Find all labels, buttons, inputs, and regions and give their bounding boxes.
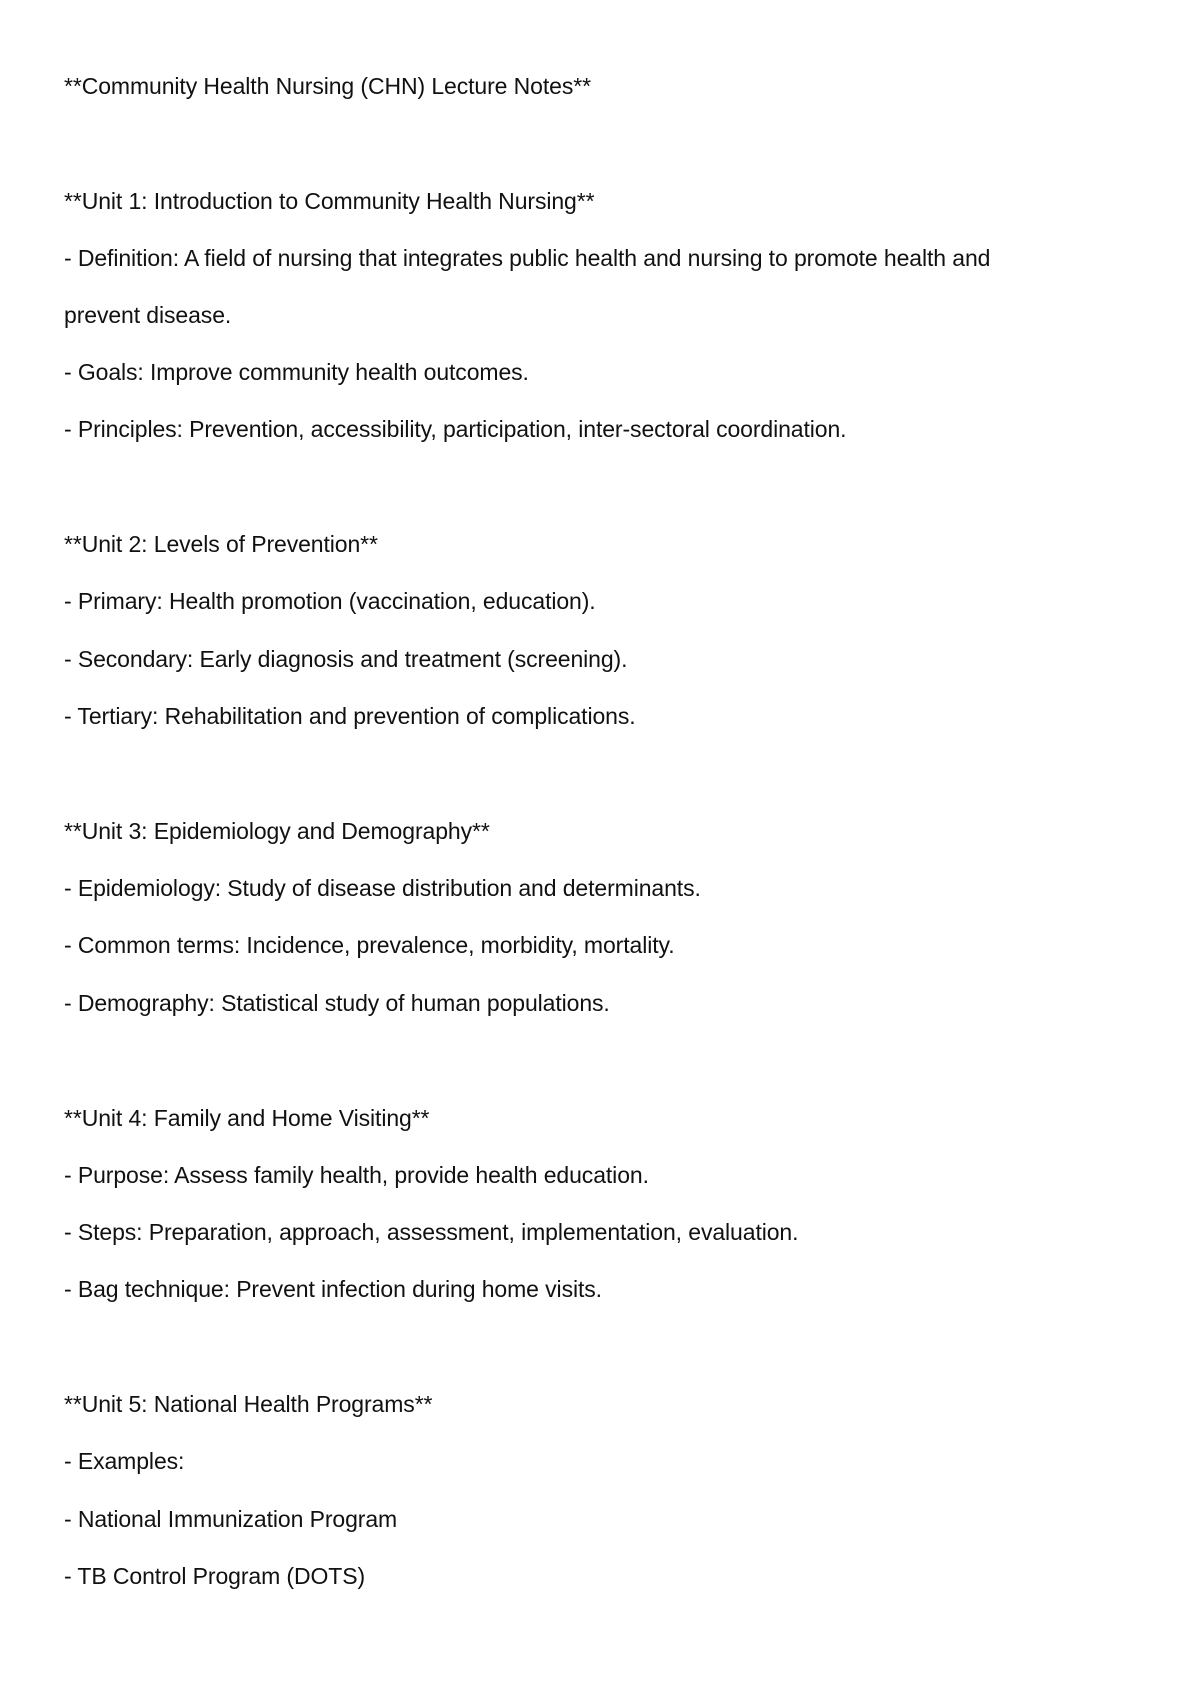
unit-1-line-3: - Goals: Improve community health outcomes.: [64, 359, 529, 385]
document-title: **Community Health Nursing (CHN) Lecture Notes**: [64, 73, 591, 99]
unit-5-line-1: - Examples:: [64, 1448, 185, 1474]
unit-3-line-2: - Common terms: Incidence, prevalence, morbidity, mortality.: [64, 932, 675, 958]
unit-4-line-2: - Steps: Preparation, approach, assessment, implementation, evaluation.: [64, 1219, 799, 1245]
unit-2-line-1: - Primary: Health promotion (vaccination, education).: [64, 588, 596, 614]
unit-3-line-1: - Epidemiology: Study of disease distribution and determinants.: [64, 875, 701, 901]
unit-3-line-3: - Demography: Statistical study of human populations.: [64, 990, 610, 1016]
unit-4-line-1: - Purpose: Assess family health, provide health education.: [64, 1162, 649, 1188]
unit-1-heading: **Unit 1: Introduction to Community Health Nursing**: [64, 188, 595, 214]
unit-4-line-3: - Bag technique: Prevent infection during home visits.: [64, 1276, 602, 1302]
unit-2-heading: **Unit 2: Levels of Prevention**: [64, 531, 378, 557]
unit-5-heading: **Unit 5: National Health Programs**: [64, 1391, 433, 1417]
unit-5-line-3: - TB Control Program (DOTS): [64, 1563, 366, 1589]
unit-1-line-2: prevent disease.: [64, 302, 232, 328]
unit-3-heading: **Unit 3: Epidemiology and Demography**: [64, 818, 490, 844]
unit-2-line-2: - Secondary: Early diagnosis and treatment (screening).: [64, 646, 628, 672]
unit-1-line-4: - Principles: Prevention, accessibility, participation, inter-sectoral coordination.: [64, 416, 847, 442]
unit-5-line-2: - National Immunization Program: [64, 1506, 398, 1532]
unit-4-heading: **Unit 4: Family and Home Visiting**: [64, 1105, 430, 1131]
unit-2-line-3: - Tertiary: Rehabilitation and prevention of complications.: [64, 703, 636, 729]
unit-1-line-1: - Definition: A field of nursing that integrates public health and nursing to promote health and: [64, 245, 991, 271]
